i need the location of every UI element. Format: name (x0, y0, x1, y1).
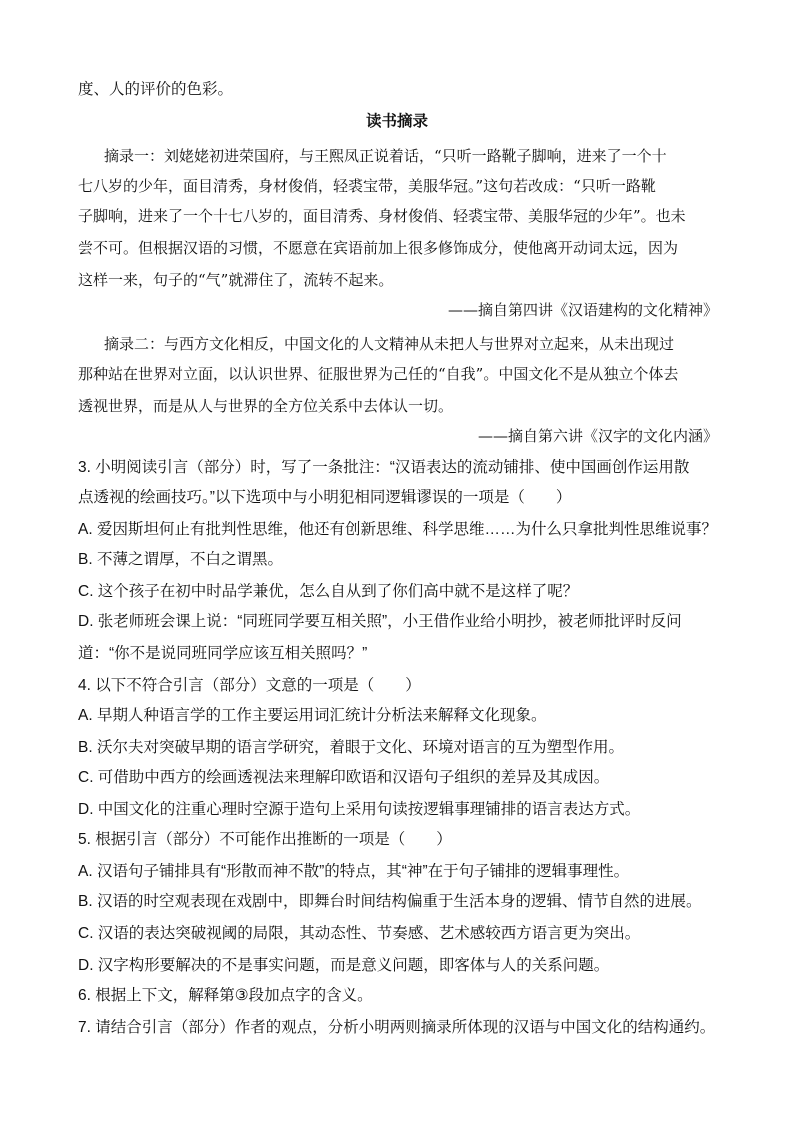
option-b: B. 汉语的时空观表现在戏剧中，即舞台时间结构偏重于生活本身的逻辑、情节自然的进展。 (78, 893, 702, 910)
option-c: C. 汉语的表达突破视阈的局限，其动态性、节奏感、艺术感较西方语言更为突出。 (78, 925, 641, 942)
excerpt-2-line: 那种站在世界对立面，以认识世界、征服世界为己任的“自我”。中国文化不是从独立个体去 (78, 365, 679, 383)
excerpt-1-line: 七八岁的少年，面目清秀，身材俊俏，轻裘宝带，美服华冠。”这句若改成：“只听一路靴 (78, 177, 656, 195)
excerpt-2-line: 摘录二：与西方文化相反，中国文化的人文精神从未把人与世界对立起来，从未出现过 (104, 335, 675, 353)
question-stem: 5. 根据引言（部分）不可能作出推断的一项是（ ） (78, 831, 452, 848)
option-b: B. 沃尔夫对突破早期的语言学研究，着眼于文化、环境对语言的互为塑型作用。 (78, 739, 624, 756)
excerpt-1-source: ——摘自第四讲《汉语建构的文化精神》 (447, 301, 718, 319)
excerpt-1-line: 摘录一：刘姥姥初进荣国府，与王熙凤正说着话，“只听一路靴子脚响，进来了一个十 (104, 147, 667, 165)
option-d-continued: 道：“你不是说同班同学应该互相关照吗？” (78, 645, 368, 662)
reading-notes-title: 读书摘录 (365, 113, 428, 130)
option-d: D. 中国文化的注重心理时空源于造句上采用句读按逻辑事理铺排的语言表达方式。 (78, 801, 641, 818)
excerpt-2-line: 透视世界，而是从人与世界的全方位关系中去体认一切。 (78, 397, 454, 415)
excerpt-1-line: 子脚响，进来了一个十七八岁的，面目清秀、身材俊俏、轻裘宝带、美服华冠的少年”。也未 (78, 207, 686, 225)
option-c: C. 可借助中西方的绘画透视法来理解印欧语和汉语句子组织的差异及其成因。 (78, 769, 610, 786)
excerpt-1-line: 尝不可。但根据汉语的习惯，不愿意在宾语前加上很多修饰成分，使他离开动词太远，因为 (78, 239, 679, 257)
excerpt-2-source: ——摘自第六讲《汉字的文化内涵》 (477, 427, 718, 445)
question-7-stem: 7. 请结合引言（部分）作者的观点，分析小明两则摘录所体现的汉语与中国文化的结构通约。 (78, 1019, 716, 1036)
question-stem: 3. 小明阅读引言（部分）时，写了一条批注：“汉语表达的流动铺排、使中国画创作运用散 (78, 459, 690, 476)
question-stem: 4. 以下不符合引言（部分）文意的一项是（ ） (78, 677, 421, 694)
option-a: A. 汉语句子铺排具有“形散而神不散”的特点，其“神”在于句子铺排的逻辑事理性。 (78, 863, 630, 880)
option-a: A. 早期人种语言学的工作主要运用词汇统计分析法来解释文化现象。 (78, 707, 547, 724)
question-6-stem: 6. 根据上下文，解释第③段加点字的含义。 (78, 987, 373, 1004)
option-d: D. 汉字构形要解决的不是事实问题，而是意义问题，即客体与人的关系问题。 (78, 957, 610, 974)
option-b: B. 不薄之谓厚，不白之谓黑。 (78, 551, 283, 568)
top-line: 度、人的评价的色彩。 (78, 81, 234, 98)
option-a: A. 爱因斯坦何止有批判性思维，他还有创新思维、科学思维……为什么只拿批判性思维说事？ (78, 521, 717, 538)
option-c: C. 这个孩子在初中时品学兼优，怎么自从到了你们高中就不是这样了呢？ (78, 583, 579, 600)
option-d: D. 张老师班会课上说：“同班同学要互相关照”，小王借作业给小明抄，被老师批评时反问 (78, 613, 682, 630)
excerpt-1-line: 这样一来，句子的“气”就滞住了，流转不起来。 (78, 271, 394, 289)
question-stem: 点透视的绘画技巧。”以下选项中与小明犯相同逻辑谬误的一项是（ ） (78, 489, 572, 506)
